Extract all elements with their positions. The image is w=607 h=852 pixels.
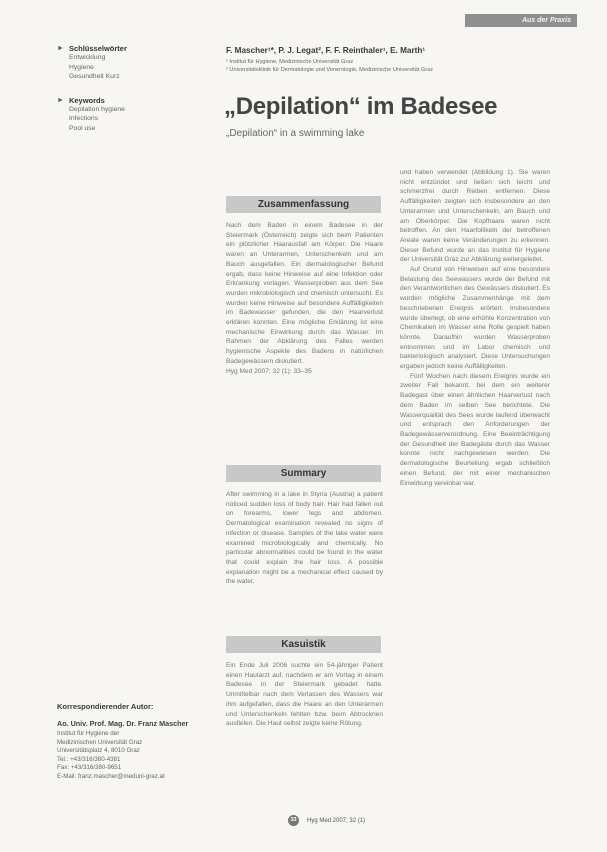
- kasuistik-text: [226, 661, 383, 729]
- keyword-item: Hygiene: [69, 63, 94, 71]
- keyword-item: Gesundheit Kurz: [69, 73, 120, 80]
- keyword-item: Entwicklung: [69, 54, 106, 61]
- zusammenfassung-heading: Zusammenfassung: [226, 196, 381, 213]
- correspondence-line: Universitätsplatz 4, 8010 Graz: [57, 747, 140, 755]
- keywords-de-heading: [57, 44, 127, 53]
- affiliation-line: ¹ Institut für Hygiene, Medizinische Universität Graz: [226, 59, 354, 65]
- correspondence-label: Korrespondierender Autor:: [57, 702, 154, 711]
- author-list: F. Mascher¹*, P. J. Legat², F. F. Reinthaler¹, E. Marth¹: [226, 46, 426, 55]
- page-number: 33: [288, 815, 299, 826]
- correspondence-line: Tel.: +43/316/380-4381: [57, 755, 121, 763]
- triangle-bullet-icon: ►: [57, 45, 64, 52]
- keyword-item: Depilation hygiene: [69, 105, 125, 113]
- summary-text: [226, 490, 383, 587]
- citation: Hyg Med 2007; 32 (1): 33–35: [226, 367, 312, 375]
- right-paragraph: Fünf Wochen nach diesem Ereignis wurde ein zweiter Fall bekannt, bei dem ein weiterer Badegast über einen ähnlichen Haarverlust nach dem Baden im selben See berichtete. Die Wasserqualität des Sees wurde laufend überwacht und entsprach den Anforderungen der Badegewässerverordnung. Eine Beeinträchtigung der Gesundheit der Badegäste durch das Wasser konnte nicht nachgewiesen werden. Die dermatologische Beurteilung ergab schließlich einen Befund, der mit einer mechanischen Einwirkung vereinbar war.: [400, 372, 550, 487]
- summary-body: After swimming in a lake in Styria (Austria) a patient noticed sudden loss of body hair. Hair had fallen out on forearms, lower legs and abdomen. Dermatological examination revealed no signs of infection or disease. Samples of the lake water were examined microbiologically and chemically. No particular abnormalities could be found in the water that could explain the hair loss. A possible explanation might be a mechanical effect caused by the water.: [226, 491, 383, 586]
- keywords-de-block: [57, 44, 127, 82]
- correspondence-line: Fax: +43/316/380-9651: [57, 764, 122, 772]
- kasuistik-body: Ein Ende Juli 2006 suchte ein 54-jähriger Patient einen Hautarzt auf, nachdem er am Vortag in einem Badesee in der Steiermark gebadet hatte. Unmittelbar nach dem Verlassen des Wassers war ihm aufgefallen, dass die Haare an den Unterarmen und Unterschenkeln fehlten bzw. beim Abtrocknen ausfielen. Die Haut selbst zeigte keine Rötung.: [226, 662, 383, 728]
- correspondence-name: Ao. Univ. Prof. Mag. Dr. Franz Mascher: [57, 719, 189, 728]
- keywords-en-heading: [57, 96, 127, 105]
- affiliation-line: ² Universitätsklinik für Dermatologie und Venerologie, Medizinische Universität Graz: [226, 66, 434, 73]
- zusammenfassung-body: Nach dem Baden in einem Badesee in der Steiermark (Österreich) zeigte sich beim Patienten ein plötzlicher Haarausfall am Körper. Die Haare waren an Unterarmen, Unterschenkeln und am Bauch ausgefallen. Ein dermatologischer Befund ergab, dass keine Hinweise auf eine Infektion oder Erkrankung vorlagen. Wasserproben aus dem See wurden mikrobiologisch und chemisch untersucht. Es wurden keine Hinweise auf besondere Auffälligkeiten im Badewasser gefunden, die den Haarverlust erklären konnten. Eine mögliche Erklärung ist eine mechanische Einwirkung durch das Wasser. Im Rahmen der Abklärung des Falles werden hygienische Aspekte des Badens in natürlichen Badegewässern diskutiert.: [226, 222, 383, 365]
- keyword-item: Infections: [69, 115, 99, 122]
- triangle-bullet-icon: ►: [57, 96, 64, 104]
- summary-heading: Summary: [226, 465, 381, 482]
- keyword-item: Pool use: [69, 124, 96, 132]
- right-column: [400, 168, 550, 778]
- correspondence-line[interactable]: E-Mail: franz.mascher@meduni-graz.at: [57, 772, 165, 780]
- page-footer: [288, 815, 365, 826]
- kasuistik-heading: Kasuistik: [226, 636, 381, 653]
- right-paragraph: Auf Grund von Hinweisen auf eine besondere Belastung des Seewassers wurde der Befund mit den Verantwortlichen des Gewässers diskutiert. Es wurden mögliche Zusammenhänge mit dem beschriebenen Ereignis erörtert. Insbesondere wurde überlegt, ob eine erhöhte Konzentration von Chemikalien im Wasser eine Rolle gespielt haben könnte. Daraufhin wurden Wasserproben entnommen und im Labor chemisch und bakteriologisch analysiert. Diese Untersuchungen ergaben jedoch keine Auffälligkeiten.: [400, 266, 550, 371]
- zusammenfassung-text: [226, 221, 383, 376]
- correspondence-line: Institut für Hygiene der: [57, 730, 120, 737]
- sidebar: [57, 44, 127, 147]
- keywords-de-heading-label: Schlüsselwörter: [68, 44, 127, 53]
- section-tag: Aus der Praxis: [465, 14, 577, 27]
- correspondence-line: Medizinischen Universität Graz: [57, 738, 143, 746]
- keywords-en-heading-label: Keywords: [68, 95, 105, 105]
- affiliations: [226, 59, 586, 74]
- article-subtitle: „Depilation“ in a swimming lake: [226, 128, 365, 139]
- article-title: „Depilation“ im Badesee: [224, 93, 498, 120]
- correspondence-block: [57, 702, 207, 782]
- keywords-en-block: [57, 96, 127, 134]
- journal-reference: Hyg Med 2007; 32 (1): [307, 817, 366, 824]
- right-paragraph: und haben verwendet (Abbildung 1). Sie waren nicht entzündet und ließen sich leicht und schmerzfrei durch Reiben entfernen. Diese Auffälligkeiten zeigten sich insbesondere an den Unterarmen und Unterschenkeln, am Bauch und am Oberkörper. Die Kopfhaare waren nicht betroffen. An den Haarfollikeln der betroffenen Areale waren keine Veränderungen zu erkennen. Dieser Befund wurde an das Institut für Hygiene der Universität Graz zur Abklärung weitergeleitet.: [400, 169, 550, 264]
